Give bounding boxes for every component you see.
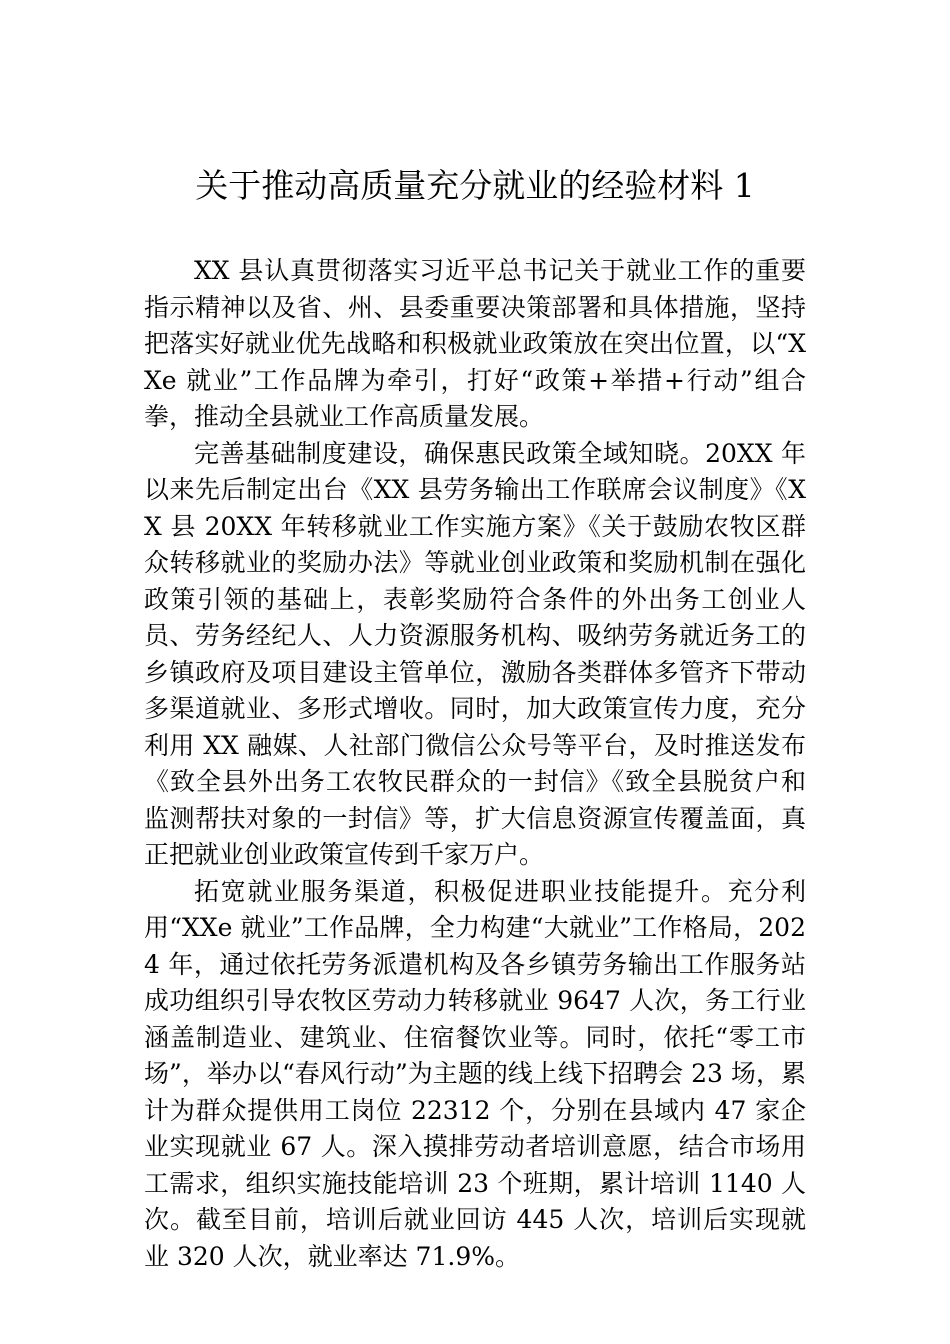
document-body <box>144 253 806 1275</box>
paragraph-policy: 完善基础制度建设，确保惠民政策全域知晓。20XX 年以来先后制定出台《XX 县劳务输出工作联席会议制度》《XX 县 20XX 年转移就业工作实施方案》《关于鼓励农牧区群众转移就业的奖励办法》等就业创业政策和奖励机制在强化政策引领的基础上，表彰奖励符合条件的外出务工创业人员、劳务经纪人、人力资源服务机构、吸纳劳务就近务工的乡镇政府及项目建设主管单位，激励各类群体多管齐下带动多渠道就业、多形式增收。同时，加大政策宣传力度，充分利用 XX 融媒、人社部门微信公众号等平台，及时推送发布《致全县外出务工农牧民群众的一封信》《致全县脱贫户和监测帮扶对象的一封信》等，扩大信息资源宣传覆盖面，真正把就业创业政策宣传到千家万户。 <box>144 438 806 869</box>
paragraph-intro: XX 县认真贯彻落实习近平总书记关于就业工作的重要指示精神以及省、州、县委重要决策部署和具体措施，坚持把落实好就业优先战略和积极就业政策放在突出位置，以“XXe 就业”工作品牌为牵引，打好“政策+举措+行动”组合拳，推动全县就业工作高质量发展。 <box>144 256 806 431</box>
document-title: 关于推动高质量充分就业的经验材料 1 <box>195 166 755 205</box>
paragraph-services: 拓宽就业服务渠道，积极促进职业技能提升。充分利用“XXe 就业”工作品牌，全力构建“大就业”工作格局，2024 年，通过依托劳务派遣机构及各乡镇劳务输出工作服务站成功组织引导农牧区劳动力转移就业 9647 人次，务工行业涵盖制造业、建筑业、住宿餐饮业等。同时，依托“零工市场”，举办以“春风行动”为主题的线上线下招聘会 23 场，累计为群众提供用工岗位 22312 个，分别在县域内 47 家企业实现就业 67 人。深入摸排劳动者培训意愿，结合市场用工需求，组织实施技能培训 23 个班期，累计培训 1140 人次。截至目前，培训后就业回访 445 人次，培训后实现就业 320 人次，就业率达 71.9%。 <box>144 876 806 1271</box>
